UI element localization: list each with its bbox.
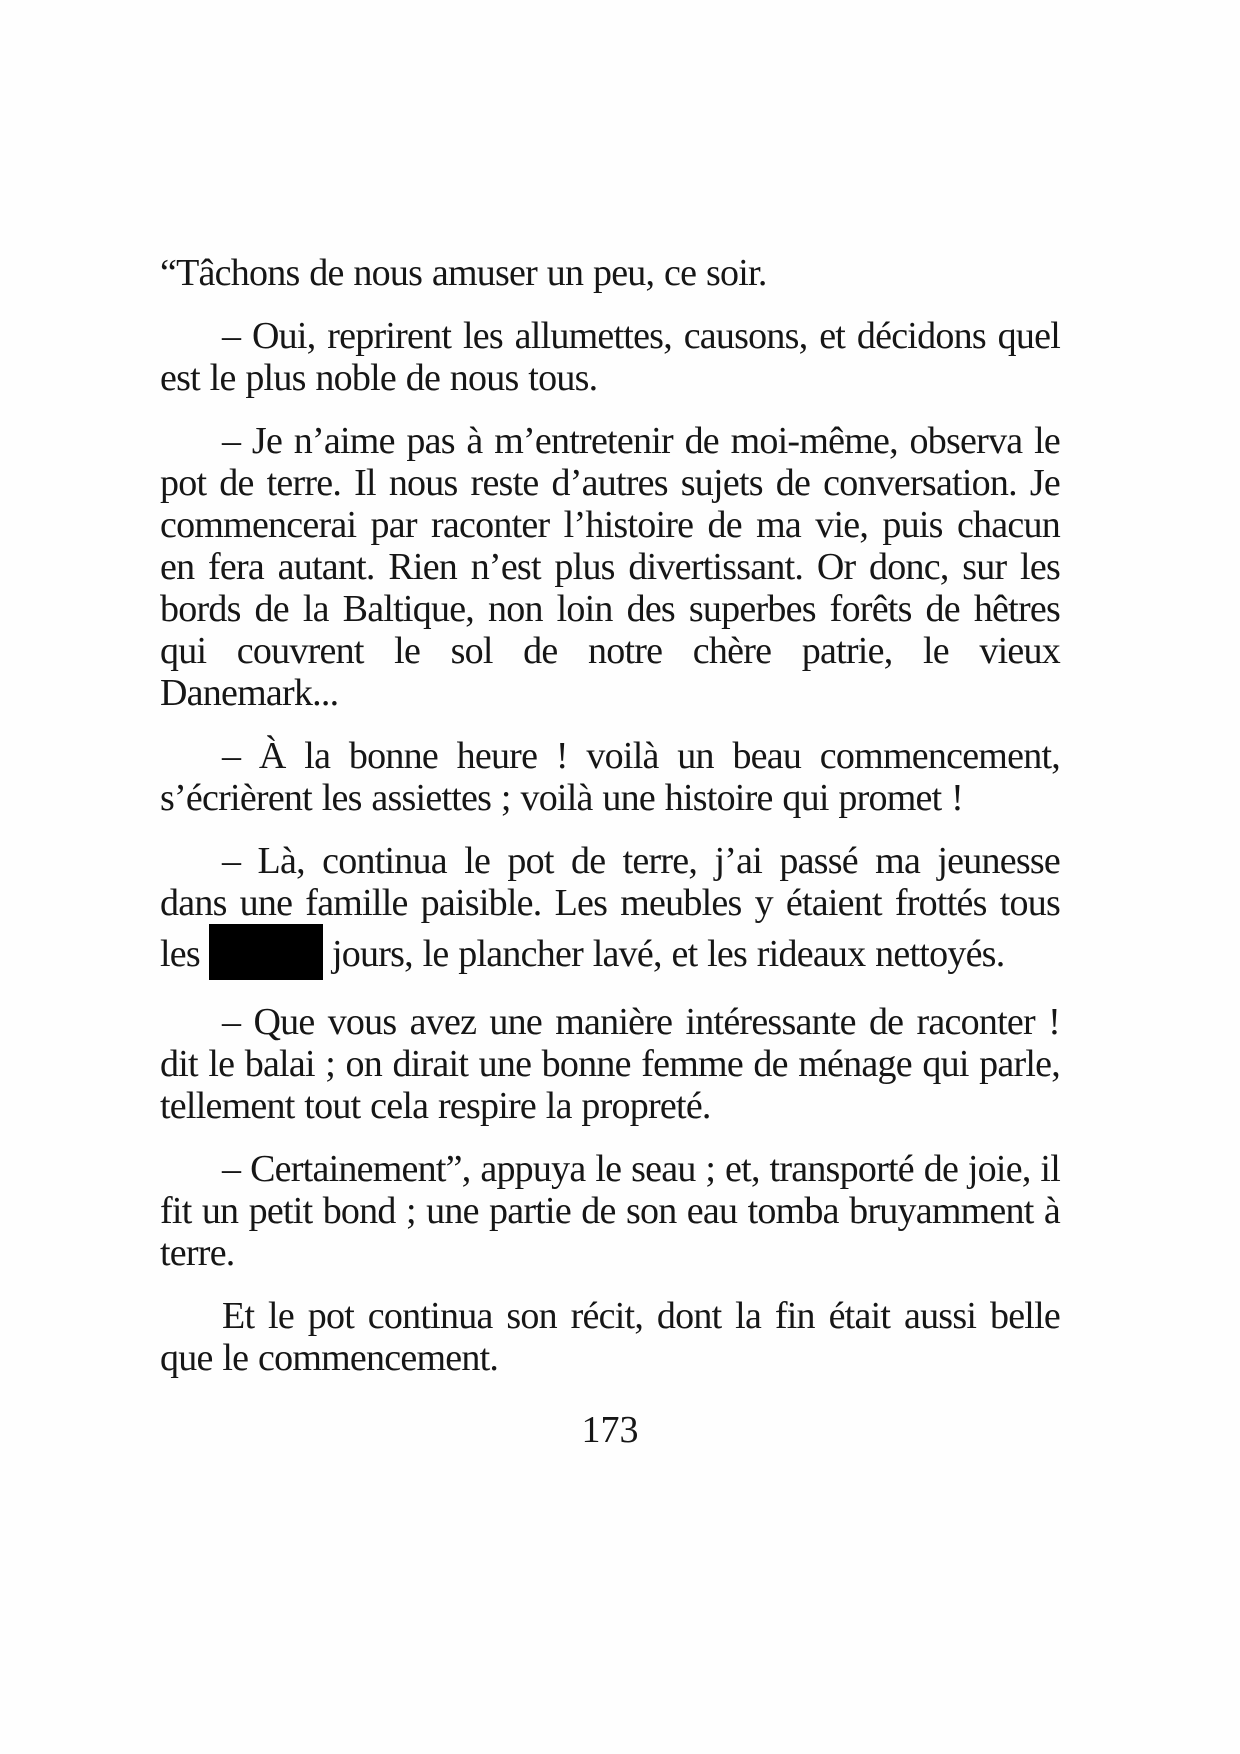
paragraph	[160, 1148, 1060, 1274]
paragraph	[160, 420, 1060, 714]
paragraph-text: “Tâchons de nous amuser un peu, ce soir.	[160, 252, 767, 294]
paragraph	[160, 1001, 1060, 1127]
paragraph	[160, 735, 1060, 819]
paragraph-text: – À la bonne heure ! voilà un beau commencement, s’écrièrent les assiettes ; voilà une histoire qui promet !	[160, 735, 1060, 819]
paragraph-text: Et le pot continua son récit, dont la fin était aussi belle que le commencement.	[160, 1295, 1060, 1379]
paragraph	[160, 840, 1060, 980]
redaction-box	[209, 924, 323, 980]
paragraph-text: – Certainement”, appuya le seau ; et, transporté de joie, il fit un petit bond ; une partie de son eau tomba bruyamment à terre.	[160, 1148, 1060, 1274]
page-number: 173	[581, 1409, 639, 1451]
text-block	[160, 252, 1060, 1451]
paragraph-text: – Oui, reprirent les allumettes, causons, et décidons quel est le plus noble de nous tous.	[160, 315, 1060, 399]
paragraph-text: – Je n’aime pas à m’entretenir de moi-même, observa le pot de terre. Il nous reste d’autres sujets de conversation. Je commencerai par raconter l’histoire de ma vie, puis chacun en fera autant. Rien n’est plus divertissant. Or donc, sur les bords de la Baltique, non loin des superbes forêts de hêtres qui couvrent le sol de notre chère patrie, le vieux Danemark...	[160, 420, 1060, 714]
paragraph	[160, 315, 1060, 399]
paragraph-text: – Que vous avez une manière intéressante de raconter ! dit le balai ; on dirait une bonne femme de ménage qui parle, tellement tout cela respire la propreté.	[160, 1001, 1060, 1127]
paragraph-text-before-redaction: – Là, continua le pot de terre, j’ai passé ma jeunesse dans une famille paisible. Les meubles y étaient frottés tous les	[160, 840, 1060, 975]
paragraph-text-after-redaction: jours, le plancher lavé, et les rideaux nettoyés.	[331, 933, 1005, 975]
paragraph	[160, 252, 1060, 294]
paragraph	[160, 1295, 1060, 1379]
